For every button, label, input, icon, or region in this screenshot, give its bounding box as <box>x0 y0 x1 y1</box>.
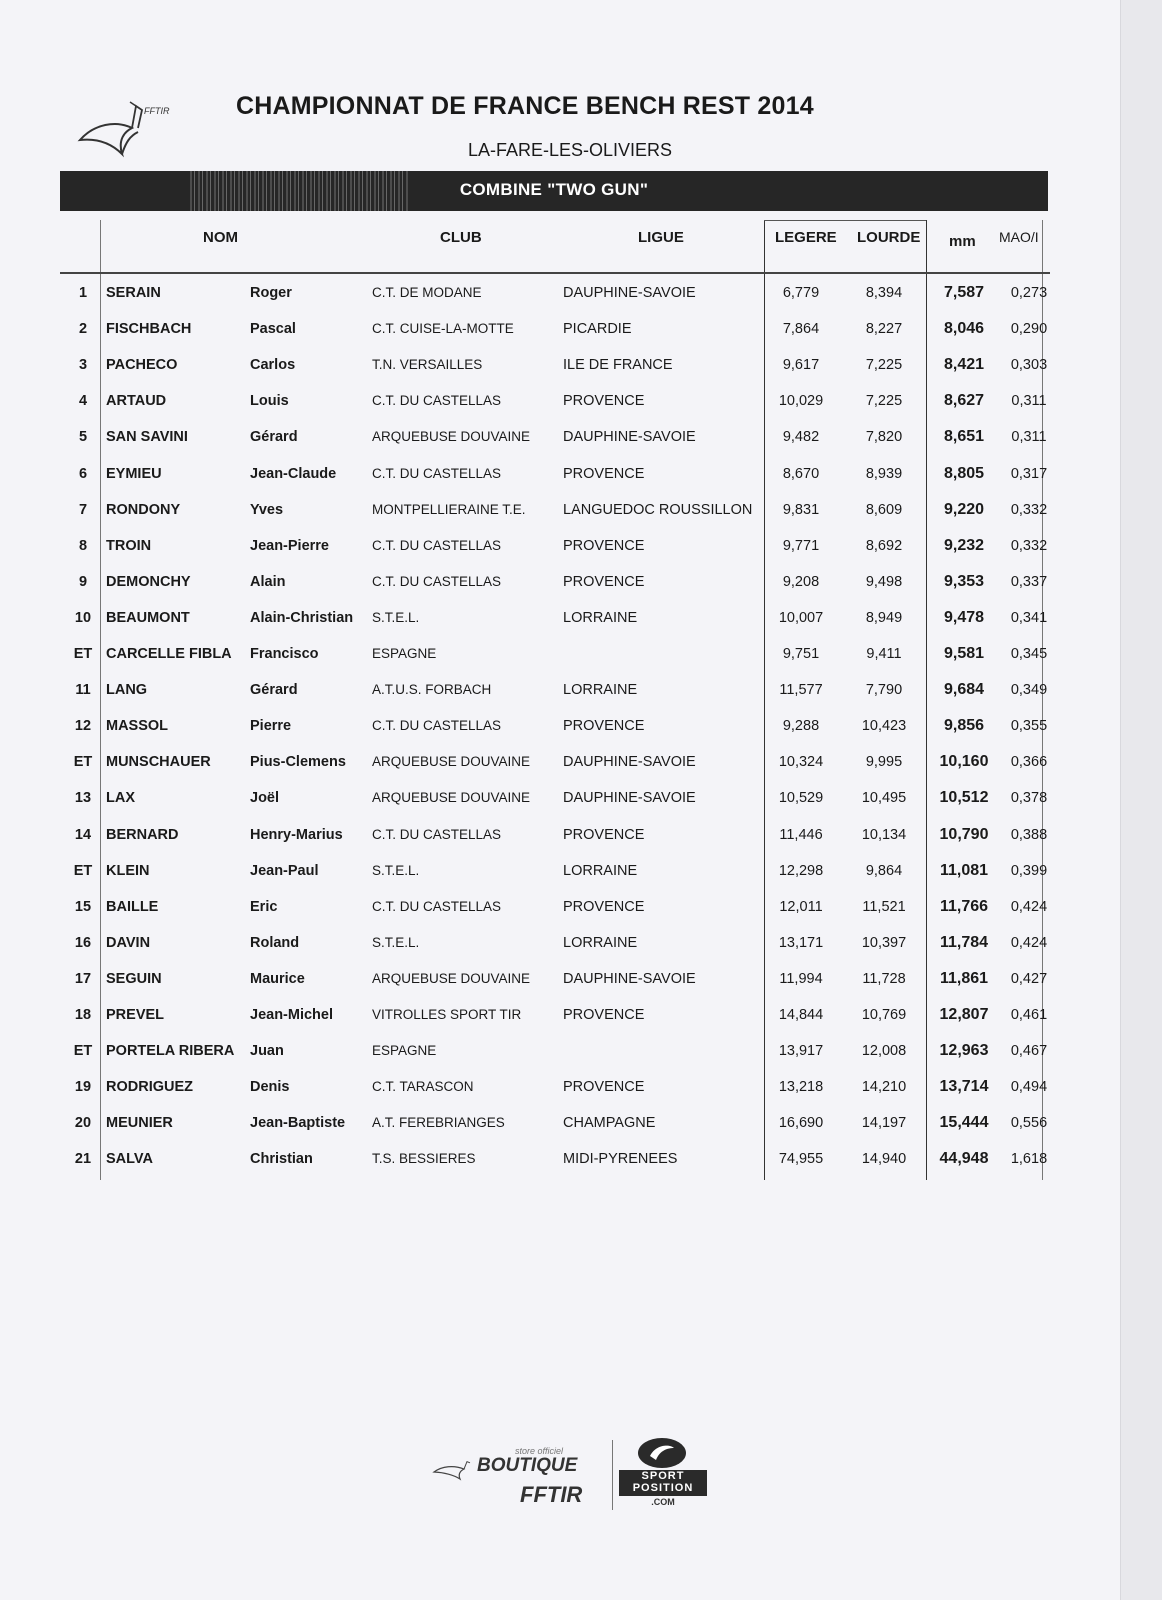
mao-cell: 0,556 <box>1010 1115 1048 1132</box>
ligue-cell: LANGUEDOC ROUSSILLON <box>563 501 753 518</box>
ligue-cell: PICARDIE <box>563 321 632 338</box>
table-row <box>60 854 1050 890</box>
ligue-cell: PROVENCE <box>563 1007 645 1023</box>
ligue-cell: PROVENCE <box>563 1079 645 1096</box>
firstname-cell: Roland <box>250 934 300 951</box>
footer-divider <box>612 1440 613 1510</box>
lourde-cell: 8,939 <box>865 465 903 482</box>
mm-cell: 11,766 <box>939 897 989 915</box>
mao-cell: 0,399 <box>1010 862 1048 879</box>
lourde-cell: 14,210 <box>861 1079 907 1096</box>
lourde-cell: 10,397 <box>861 934 907 951</box>
mm-cell: 9,684 <box>943 681 985 699</box>
name-cell: SAN SAVINI <box>106 429 188 446</box>
club-cell: ARQUEBUSE DOUVAINE <box>372 754 531 770</box>
rank-cell: 16 <box>74 934 92 951</box>
lourde-cell: 11,728 <box>862 970 906 987</box>
mao-cell: 0,424 <box>1010 898 1048 915</box>
legere-cell: 9,482 <box>782 429 820 446</box>
legere-cell: 16,690 <box>778 1115 824 1132</box>
club-cell: A.T. FEREBRIANGES <box>372 1115 505 1131</box>
ligue-cell: PROVENCE <box>563 898 645 915</box>
table-row <box>60 637 1050 673</box>
mm-cell: 13,714 <box>939 1078 989 1096</box>
rank-cell: ET <box>73 862 93 879</box>
mao-cell: 0,366 <box>1010 754 1048 771</box>
ligue-cell: ILE DE FRANCE <box>563 357 673 374</box>
legere-cell: 8,670 <box>782 465 820 482</box>
firstname-cell: Roger <box>250 285 292 301</box>
mao-cell: 0,345 <box>1010 646 1048 662</box>
firstname-cell: Jean-Michel <box>250 1007 333 1023</box>
mao-cell: 0,311 <box>1011 429 1047 446</box>
mm-cell: 15,444 <box>939 1114 989 1132</box>
rank-cell: 3 <box>78 357 88 374</box>
mm-cell: 11,861 <box>939 969 989 987</box>
rank-cell: 5 <box>78 429 88 446</box>
name-cell: PACHECO <box>106 357 178 374</box>
header-nom: NOM <box>203 229 238 246</box>
section-banner <box>60 171 1048 211</box>
firstname-cell: Pascal <box>250 321 296 338</box>
club-cell: S.T.E.L. <box>372 862 420 878</box>
name-cell: LAX <box>106 790 135 807</box>
legere-cell: 10,529 <box>778 790 824 807</box>
mao-cell: 0,337 <box>1010 573 1048 590</box>
mm-cell: 11,081 <box>939 861 989 879</box>
name-cell: KLEIN <box>106 862 150 879</box>
lourde-cell: 10,134 <box>861 826 907 843</box>
table-row <box>60 312 1050 348</box>
rank-cell: 15 <box>74 898 92 915</box>
mm-cell: 7,587 <box>943 284 985 301</box>
firstname-cell: Christian <box>250 1151 313 1168</box>
mao-cell: 0,332 <box>1010 537 1048 554</box>
ligue-cell: DAUPHINE-SAVOIE <box>563 790 696 807</box>
lourde-cell: 10,769 <box>861 1007 907 1023</box>
legere-cell: 9,208 <box>782 573 820 590</box>
rank-cell: ET <box>73 1043 93 1060</box>
name-cell: LANG <box>106 682 148 699</box>
firstname-cell: Pierre <box>250 718 292 735</box>
sponsor-badge <box>619 1470 707 1496</box>
lourde-cell: 8,394 <box>865 285 903 301</box>
firstname-cell: Gérard <box>250 682 298 699</box>
table-row <box>60 745 1050 781</box>
club-cell: ESPAGNE <box>372 1043 437 1059</box>
table-row <box>60 420 1050 456</box>
rank-cell: 21 <box>74 1151 92 1168</box>
mm-cell: 8,805 <box>943 464 985 482</box>
location-subtitle: LA-FARE-LES-OLIVIERS <box>467 140 673 160</box>
firstname-cell: Juan <box>250 1043 284 1060</box>
page-edge <box>1120 0 1162 1600</box>
legere-cell: 6,779 <box>782 285 820 301</box>
table-row <box>60 673 1050 709</box>
name-cell: TROIN <box>106 537 152 554</box>
rank-cell: 2 <box>78 321 88 338</box>
mao-cell: 0,461 <box>1010 1007 1048 1023</box>
table-row <box>60 493 1050 529</box>
mao-cell: 0,349 <box>1010 682 1048 699</box>
rank-cell: 12 <box>74 718 92 735</box>
ligue-cell: PROVENCE <box>563 718 645 735</box>
name-cell: BERNARD <box>106 826 179 843</box>
mao-cell: 0,467 <box>1010 1043 1048 1060</box>
table-row <box>60 890 1050 926</box>
table-row <box>60 962 1050 998</box>
club-cell: C.T. DU CASTELLAS <box>372 393 502 409</box>
mao-cell: 0,341 <box>1010 609 1048 626</box>
sponsor-line2: POSITION <box>632 1482 694 1494</box>
rank-cell: 11 <box>75 682 91 699</box>
firstname-cell: Jean-Baptiste <box>250 1115 346 1132</box>
lourde-cell: 12,008 <box>861 1043 907 1060</box>
header-lourde: LOURDE <box>857 229 921 246</box>
rank-cell: 4 <box>78 393 88 410</box>
ligue-cell: DAUPHINE-SAVOIE <box>563 285 696 301</box>
mm-cell: 9,232 <box>943 536 985 554</box>
legere-cell: 9,288 <box>782 718 820 735</box>
legere-cell: 12,298 <box>778 862 824 879</box>
lourde-cell: 9,995 <box>865 754 903 771</box>
mm-cell: 12,807 <box>939 1006 989 1023</box>
legere-cell: 74,955 <box>778 1151 824 1168</box>
table-row <box>60 818 1050 854</box>
lourde-cell: 9,411 <box>866 646 902 662</box>
legere-cell: 10,029 <box>778 393 824 410</box>
lourde-cell: 10,423 <box>861 718 907 735</box>
lourde-cell: 8,949 <box>865 609 903 626</box>
table-row <box>60 384 1050 420</box>
table-row <box>60 457 1050 493</box>
firstname-cell: Louis <box>250 393 289 410</box>
ligue-cell: PROVENCE <box>563 393 645 410</box>
table-row <box>60 1070 1050 1106</box>
lourde-cell: 7,790 <box>865 682 903 699</box>
ligue-cell: DAUPHINE-SAVOIE <box>563 429 696 446</box>
firstname-cell: Jean-Paul <box>250 862 319 879</box>
rank-cell: 1 <box>78 285 88 301</box>
club-cell: S.T.E.L. <box>372 609 420 625</box>
mm-cell: 12,963 <box>939 1042 989 1060</box>
rank-cell: 17 <box>74 970 92 987</box>
name-cell: DEMONCHY <box>106 573 191 590</box>
rank-cell: 6 <box>78 465 88 482</box>
mao-cell: 0,388 <box>1010 826 1048 843</box>
store-label: store officiel <box>515 1446 564 1456</box>
legere-cell: 13,218 <box>778 1079 824 1096</box>
mao-cell: 0,424 <box>1010 934 1048 951</box>
name-cell: FISCHBACH <box>106 321 192 338</box>
mao-cell: 0,303 <box>1010 357 1048 374</box>
club-cell: C.T. DU CASTELLAS <box>372 465 502 481</box>
name-cell: CARCELLE FIBLA <box>106 646 232 662</box>
ligue-cell: CHAMPAGNE <box>563 1115 656 1132</box>
club-cell: C.T. DU CASTELLAS <box>372 537 502 553</box>
legere-cell: 13,171 <box>778 934 824 951</box>
firstname-cell: Henry-Marius <box>250 826 343 843</box>
legere-cell: 11,994 <box>779 970 823 987</box>
club-cell: T.N. VERSAILLES <box>372 357 483 373</box>
lourde-cell: 7,225 <box>865 393 903 410</box>
name-cell: PREVEL <box>106 1007 165 1023</box>
ligue-cell: PROVENCE <box>563 537 645 554</box>
mm-cell: 10,160 <box>939 753 989 771</box>
firstname-cell: Carlos <box>250 357 296 374</box>
page-title: CHAMPIONNAT DE FRANCE BENCH REST 2014 <box>236 92 814 120</box>
club-cell: ESPAGNE <box>372 646 437 661</box>
table-row <box>60 529 1050 565</box>
mm-cell: 10,512 <box>939 789 989 807</box>
header-rule <box>60 272 1050 274</box>
table-row <box>60 276 1050 312</box>
lourde-cell: 10,495 <box>861 790 907 807</box>
mao-cell: 0,332 <box>1010 501 1048 518</box>
club-cell: T.S. BESSIERES <box>372 1151 476 1167</box>
club-cell: ARQUEBUSE DOUVAINE <box>372 970 531 986</box>
mm-cell: 8,421 <box>943 356 985 374</box>
club-cell: C.T. DU CASTELLAS <box>372 573 502 589</box>
rank-cell: 14 <box>74 826 92 843</box>
rank-cell: 7 <box>78 501 88 518</box>
table-row <box>60 565 1050 601</box>
ligue-cell: PROVENCE <box>563 465 645 482</box>
ligue-cell: MIDI-PYRENEES <box>563 1151 678 1168</box>
mm-cell: 8,627 <box>943 392 985 410</box>
ligue-cell: DAUPHINE-SAVOIE <box>563 754 696 771</box>
firstname-cell: Denis <box>250 1079 290 1096</box>
club-cell: ARQUEBUSE DOUVAINE <box>372 429 531 445</box>
mm-cell: 8,046 <box>943 320 985 338</box>
mm-cell: 11,784 <box>939 933 989 951</box>
legere-cell: 11,446 <box>779 826 823 843</box>
mao-cell: 0,427 <box>1010 970 1048 987</box>
header-ligue: LIGUE <box>638 229 684 246</box>
rank-cell: ET <box>73 646 93 662</box>
ligue-cell: PROVENCE <box>563 826 645 843</box>
lourde-cell: 7,225 <box>865 357 903 374</box>
name-cell: SALVA <box>106 1151 153 1168</box>
lourde-cell: 14,197 <box>861 1115 907 1132</box>
mao-cell: 0,311 <box>1011 393 1047 410</box>
name-cell: RODRIGUEZ <box>106 1079 193 1096</box>
club-cell: C.T. DU CASTELLAS <box>372 718 502 734</box>
ligue-cell: PROVENCE <box>563 573 645 590</box>
mao-cell: 0,290 <box>1010 321 1048 338</box>
legere-cell: 7,864 <box>782 321 820 338</box>
rank-cell: ET <box>73 754 93 771</box>
mao-cell: 1,618 <box>1010 1151 1048 1168</box>
legere-cell: 9,617 <box>782 357 820 374</box>
lourde-cell: 7,820 <box>865 429 903 446</box>
legere-cell: 10,324 <box>778 754 824 771</box>
mm-cell: 44,948 <box>939 1150 989 1168</box>
name-cell: PORTELA RIBERA <box>106 1043 235 1060</box>
header-mao: MAO/I <box>999 229 1039 245</box>
firstname-cell: Francisco <box>250 646 319 662</box>
banner-title: COMBINE "TWO GUN" <box>459 180 649 199</box>
club-cell: C.T. DE MODANE <box>372 285 482 300</box>
legere-cell: 10,007 <box>778 609 824 626</box>
sponsor-domain: .COM <box>651 1497 675 1507</box>
lourde-cell: 8,227 <box>865 321 903 338</box>
rank-cell: 19 <box>74 1079 92 1096</box>
table-row <box>60 348 1050 384</box>
firstname-cell: Alain <box>250 573 286 590</box>
mm-cell: 9,220 <box>943 500 985 518</box>
lourde-cell: 11,521 <box>862 898 906 915</box>
rank-cell: 9 <box>78 573 88 590</box>
mao-cell: 0,378 <box>1010 790 1048 807</box>
header-club: CLUB <box>440 229 482 246</box>
club-cell: VITROLLES SPORT TIR <box>372 1007 522 1022</box>
name-cell: SERAIN <box>106 285 161 301</box>
table-row <box>60 926 1050 962</box>
club-cell: C.T. DU CASTELLAS <box>372 826 502 842</box>
rank-cell: 10 <box>74 609 92 626</box>
name-cell: EYMIEU <box>106 465 162 482</box>
table-row <box>60 781 1050 817</box>
legere-cell: 9,831 <box>782 501 820 518</box>
table-row <box>60 998 1050 1034</box>
name-cell: BAILLE <box>106 898 159 915</box>
lourde-cell: 9,498 <box>865 573 903 590</box>
name-cell: SEGUIN <box>106 970 162 987</box>
ligue-cell: LORRAINE <box>563 862 638 879</box>
rank-cell: 13 <box>74 790 92 807</box>
lourde-cell: 14,940 <box>861 1151 907 1168</box>
firstname-cell: Joël <box>250 790 280 807</box>
lourde-cell: 8,609 <box>865 501 903 518</box>
name-cell: MEUNIER <box>106 1115 173 1132</box>
lourde-cell: 8,692 <box>865 537 903 554</box>
svg-text:FFTIR: FFTIR <box>144 106 170 116</box>
mao-cell: 0,494 <box>1010 1079 1048 1096</box>
name-cell: ARTAUD <box>106 393 167 410</box>
header-legere: LEGERE <box>775 229 837 246</box>
firstname-cell: Maurice <box>250 970 305 987</box>
header-box-top <box>764 220 926 221</box>
ligue-cell: DAUPHINE-SAVOIE <box>563 970 696 987</box>
fftir-label: FFTIR <box>520 1482 583 1507</box>
legere-cell: 9,771 <box>782 537 820 554</box>
mm-cell: 9,581 <box>943 645 985 662</box>
mm-cell: 8,651 <box>943 428 985 446</box>
firstname-cell: Alain-Christian <box>250 609 354 626</box>
club-cell: C.T. TARASCON <box>372 1079 474 1095</box>
club-cell: MONTPELLIERAINE T.E. <box>372 501 526 517</box>
name-cell: MASSOL <box>106 718 169 735</box>
firstname-cell: Pius-Clemens <box>250 754 346 771</box>
rank-cell: 20 <box>74 1115 92 1132</box>
mm-cell: 9,856 <box>943 717 985 735</box>
mao-cell: 0,355 <box>1010 718 1048 735</box>
club-cell: ARQUEBUSE DOUVAINE <box>372 790 531 806</box>
legere-cell: 9,751 <box>782 646 820 662</box>
table-row <box>60 709 1050 745</box>
mm-cell: 9,478 <box>943 608 985 626</box>
firstname-cell: Eric <box>250 898 278 915</box>
table-row <box>60 1106 1050 1142</box>
table-row <box>60 601 1050 637</box>
name-cell: RONDONY <box>106 501 181 518</box>
table-row <box>60 1142 1050 1178</box>
legere-cell: 11,577 <box>779 682 823 699</box>
mao-cell: 0,273 <box>1010 285 1048 301</box>
legere-cell: 14,844 <box>778 1007 824 1023</box>
sport-position-icon <box>636 1436 688 1470</box>
firstname-cell: Yves <box>250 501 284 518</box>
rank-cell: 8 <box>78 537 88 554</box>
firstname-cell: Gérard <box>250 429 298 446</box>
header-mm: mm <box>949 233 976 250</box>
boutique-label: BOUTIQUE <box>477 1455 578 1476</box>
club-cell: A.T.U.S. FORBACH <box>372 682 492 698</box>
lourde-cell: 9,864 <box>865 862 903 879</box>
club-cell: C.T. DU CASTELLAS <box>372 898 502 914</box>
club-cell: C.T. CUISE-LA-MOTTE <box>372 321 514 337</box>
club-cell: S.T.E.L. <box>372 934 420 950</box>
ligue-cell: LORRAINE <box>563 934 638 951</box>
mm-cell: 9,353 <box>943 572 985 590</box>
name-cell: MUNSCHAUER <box>106 754 211 771</box>
ligue-cell: LORRAINE <box>563 609 638 626</box>
firstname-cell: Jean-Claude <box>250 465 337 482</box>
name-cell: BEAUMONT <box>106 609 190 626</box>
ligue-cell: LORRAINE <box>563 682 638 699</box>
rank-cell: 18 <box>74 1007 92 1023</box>
legere-cell: 13,917 <box>778 1043 824 1060</box>
mm-cell: 10,790 <box>939 825 989 843</box>
name-cell: DAVIN <box>106 934 151 951</box>
firstname-cell: Jean-Pierre <box>250 537 329 554</box>
sponsor-line1: SPORT <box>641 1470 685 1482</box>
legere-cell: 12,011 <box>779 898 823 915</box>
mao-cell: 0,317 <box>1010 465 1048 482</box>
table-row <box>60 1034 1050 1070</box>
